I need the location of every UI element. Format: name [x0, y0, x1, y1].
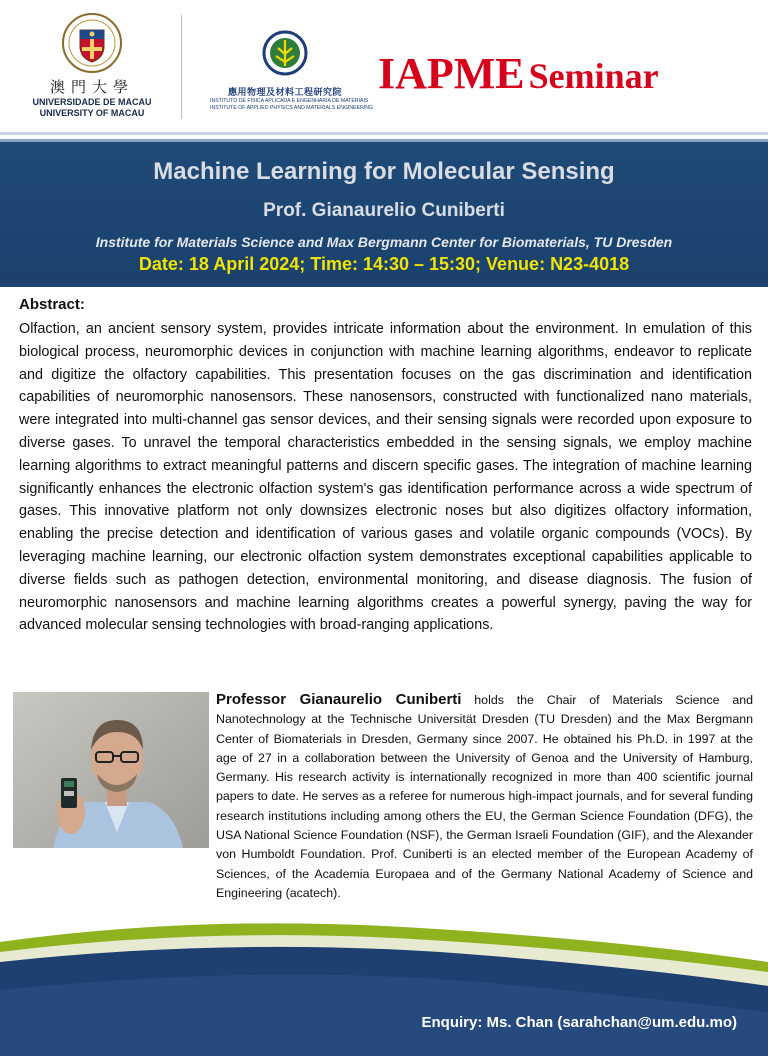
seminar-title	[378, 48, 738, 99]
iapme-portuguese-name: INSTITUTO DE FÍSICA APLICADA E ENGENHARIA DE MATERIAIS	[210, 98, 369, 104]
university-of-macau-logo	[30, 12, 154, 119]
header	[0, 0, 768, 130]
abstract-heading: Abstract:	[19, 296, 85, 313]
um-crest-icon	[61, 12, 123, 74]
speaker-photo	[13, 692, 209, 848]
header-rule	[0, 132, 768, 135]
speaker-portrait-image	[13, 692, 209, 848]
bio-text: holds the Chair of Materials Science and Nanotechnology at the Technische Universität Dresden (TU Dresden) and the Max Bergmann Center of Biomaterials in Dresden, Germany since 2007. He obtained his Ph.D. in 1997 at the age of 27 in a collaboration between the University of Genoa and the University of Hamburg, Germany. His research activity is internationally recognized in more than 400 scientific journal papers to date. He serves as a referee for numerous high-impact journals, and for several funding research institutions including among others the EU, the German Science Foundation (DFG), the USA National Science Foundation (NSF), the German Israeli Foundation (GIF), and the Alexander von Humboldt Foundation. Prof. Cuniberti is an elected member of the European Academy of Sciences, of the Academia Europaea and of the Germany National Academy of Science and Engineering (acatech).	[216, 693, 753, 900]
speaker-institution: Institute for Materials Science and Max Bergmann Center for Biomaterials, TU Dresden	[95, 234, 673, 250]
iapme-english-name: INSTITUTE OF APPLIED PHYSICS AND MATERIALS ENGINEERING	[210, 104, 374, 111]
header-divider	[181, 15, 182, 119]
title-banner	[0, 139, 768, 287]
enquiry-contact: Enquiry: Ms. Chan (sarahchan@um.edu.mo)	[421, 1014, 737, 1031]
abstract-body: Olfaction, an ancient sensory system, provides intricate information about the environment. In emulation of this biological process, neuromorphic devices in conjunction with machine learning algorithms, endeavor to replicate and digitize the olfactory capabilities. This presentation focuses on the gas discrimination and identification capabilities of neuromorphic nanosensors. These nanosensors, constructed with functionalized nano materials, were integrated into multi-channel gas sensor devices, and their sensing signals were recorded upon exposure to diverse gases. To unravel the temporal characteristics embedded in the sensing signals, we employ machine learning algorithms to extract meaningful patterns and discern specific gases. The integration of machine learning significantly enhances the electronic olfaction system's gas identification performance across a wide spectrum of gases. This innovative platform not only downsizes electronic noses but also digitizes olfactory information, enabling the precise detection and identification of various gases and volatile organic compounds (VOCs). By leveraging machine learning, our electronic olfaction system demonstrates exceptional capabilities applicable to diverse fields such as pathogen detection, environmental monitoring, and disease diagnosis. The fusion of neuromorphic nanosensors and machine learning algorithms creates a powerful synergy, paving the way for advanced molecular sensing technologies with broad-ranging applications.	[19, 321, 752, 634]
bio-speaker-name: Professor Gianaurelio Cuniberti	[216, 691, 462, 708]
talk-title: Machine Learning for Molecular Sensing	[153, 158, 615, 185]
iapme-emblem-icon	[262, 30, 308, 76]
seminar-title-iapme: IAPME	[378, 49, 525, 98]
iapme-logo	[210, 30, 374, 111]
um-english-name: UNIVERSITY OF MACAU	[39, 108, 145, 118]
speaker-bio	[216, 690, 753, 903]
footer-wave-decoration	[0, 920, 768, 1056]
seminar-title-seminar: Seminar	[528, 56, 659, 96]
um-chinese-name: 澳門大學	[49, 78, 134, 96]
um-portuguese-name: UNIVERSIDADE DE MACAU	[32, 97, 152, 107]
date-time-venue: Date: 18 April 2024; Time: 14:30 – 15:30; Venue: N23-4018	[138, 254, 630, 274]
iapme-chinese-name: 應用物理及材料工程研究院	[227, 88, 342, 98]
speaker-name: Prof. Gianaurelio Cuniberti	[263, 200, 505, 221]
